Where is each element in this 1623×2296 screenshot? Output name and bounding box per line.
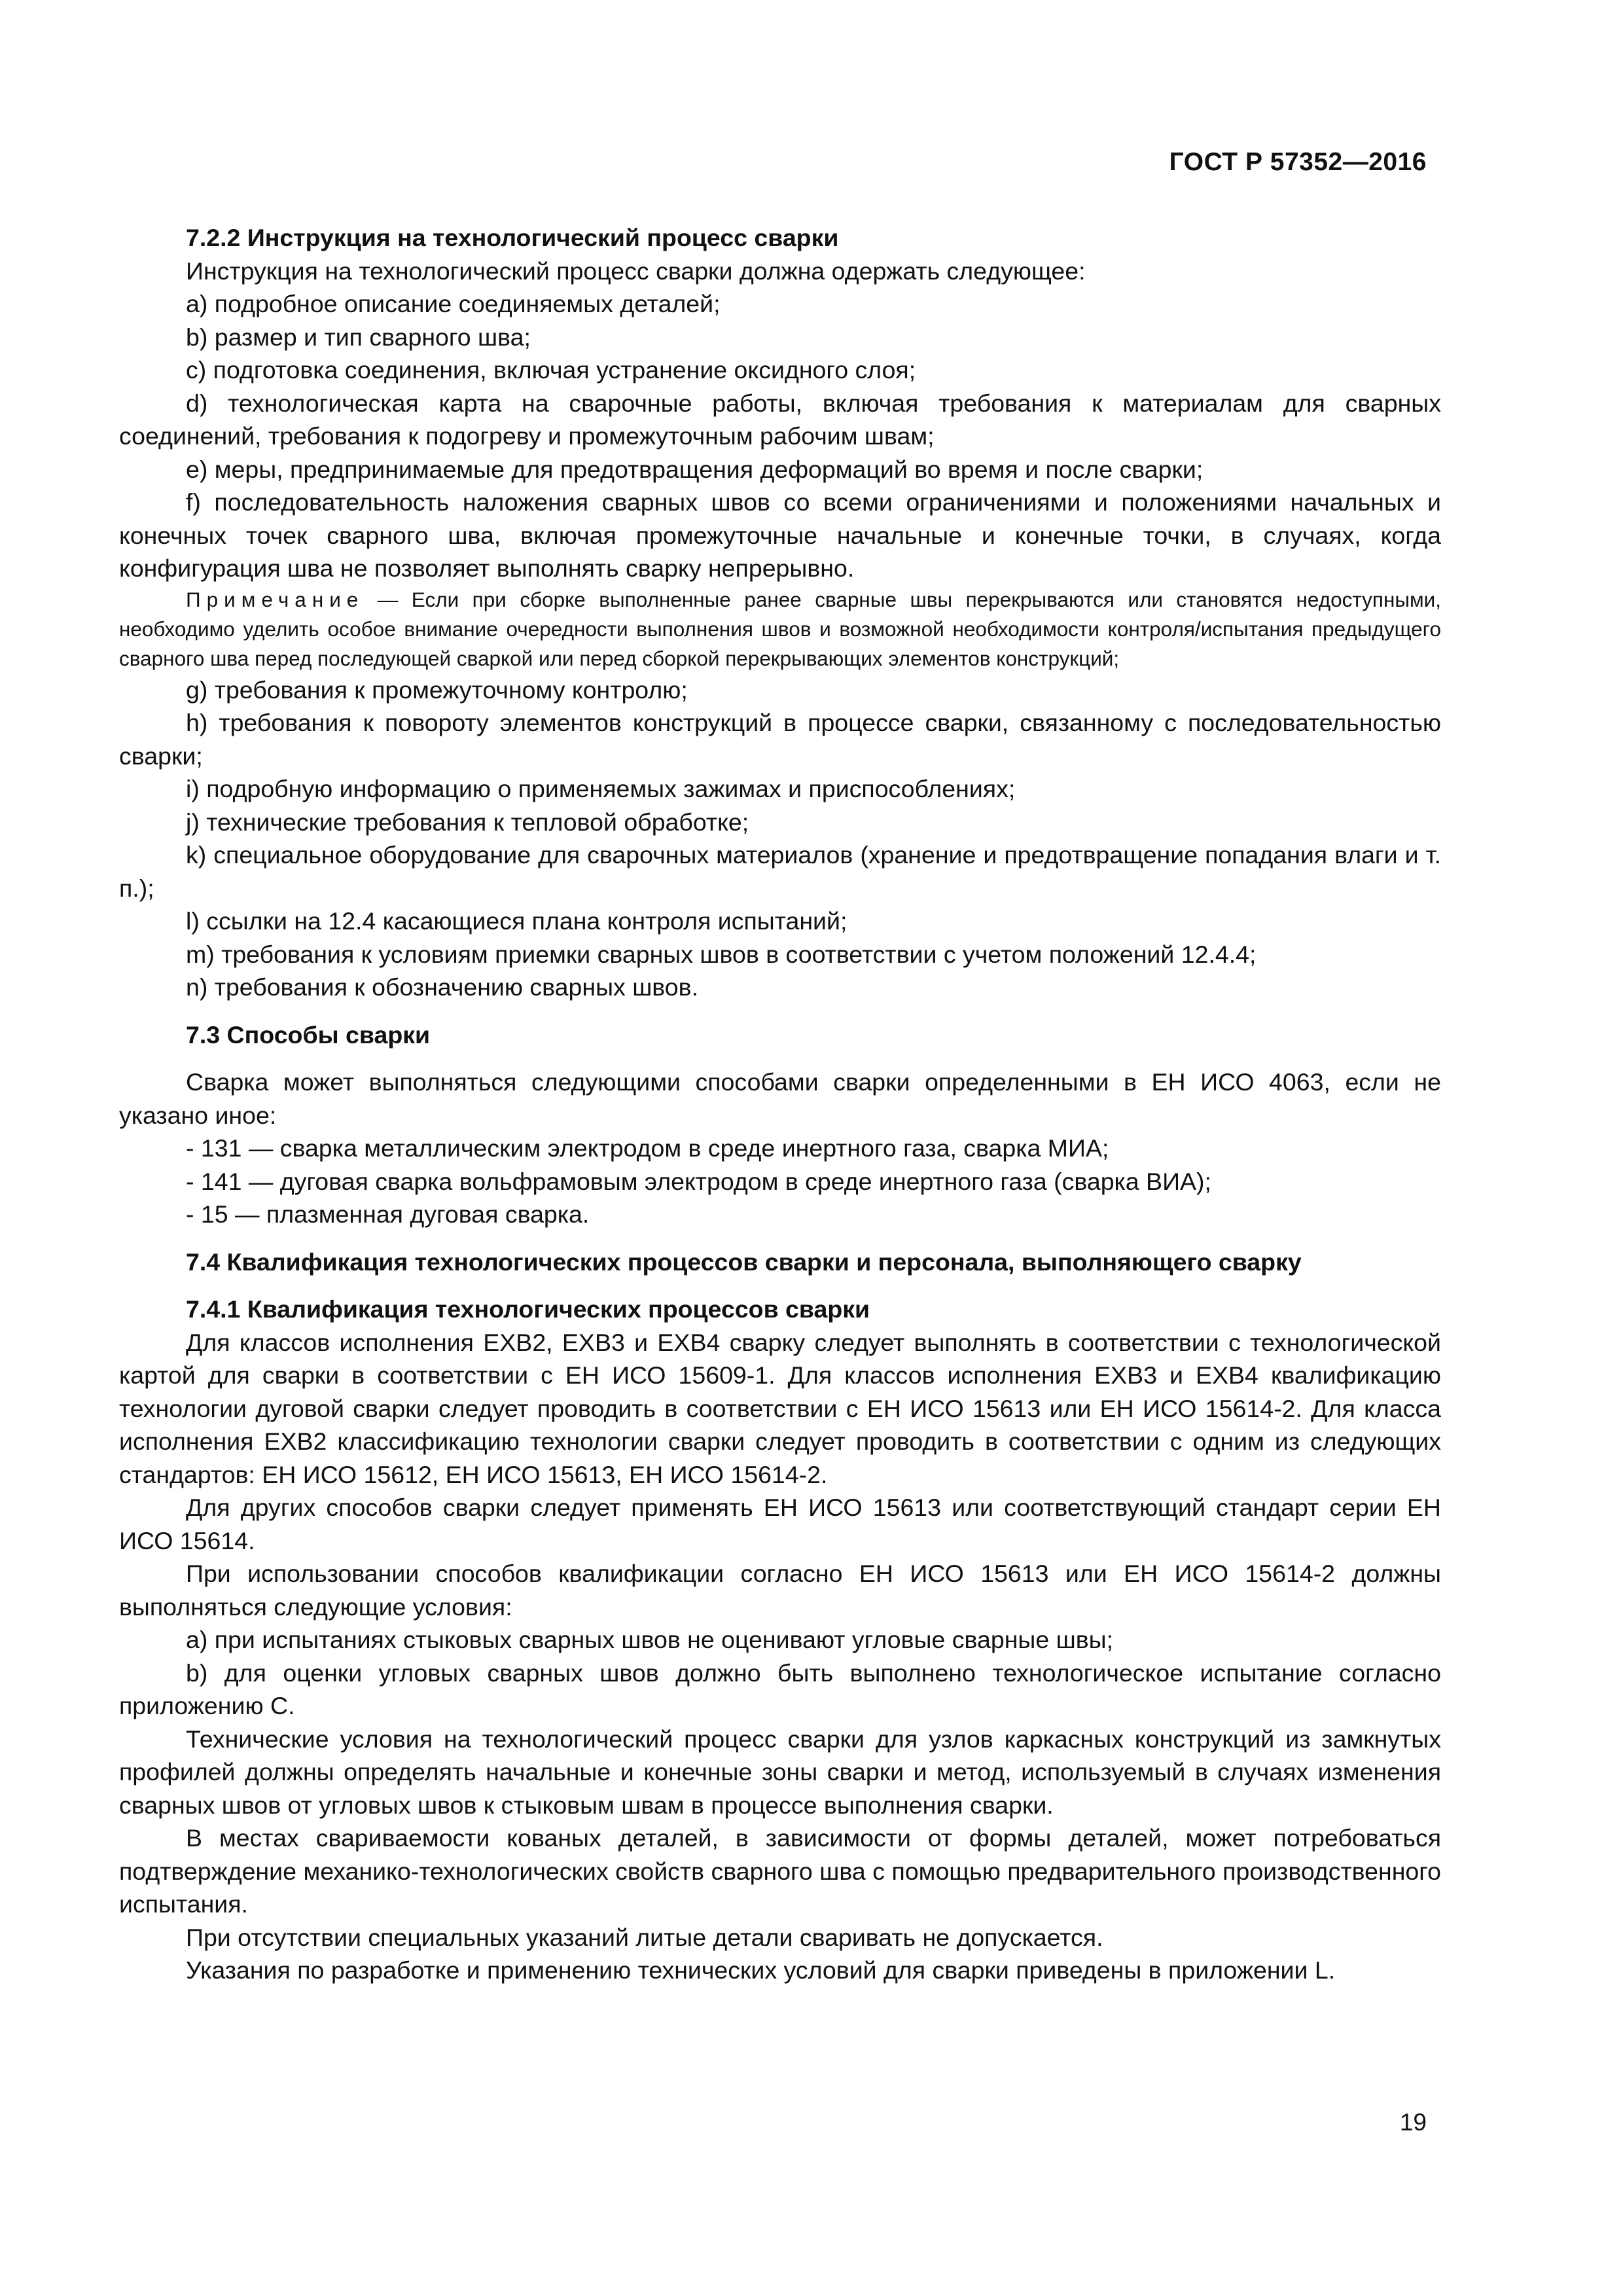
list-item-g: g) требования к промежуточному контролю; — [186, 675, 688, 704]
list-item-a: a) подробное описание соединяемых деталей; — [186, 290, 721, 317]
list-item-f: f) последовательность наложения сварных швов со всеми ограничениями и положениями начальных и конечных точек сварного шва, включая промежуточные начальные и конечные точки, в случаях, когда конфигурация шва не позволяет выполнять сварку непрерывно. — [119, 488, 1441, 582]
paragraph: Указания по разработке и применению технических условий для сварки приведены в приложении L. — [186, 1956, 1336, 1984]
paragraph: При использовании способов квалификации согласно ЕН ИСО 15613 или ЕН ИСО 15614-2 должны выполняться следующие условия: — [119, 1560, 1441, 1621]
list-item-h: h) требования к повороту элементов конструкций в процессе сварки, связанному с последовательностью сварки; — [119, 709, 1441, 770]
paragraph: Для классов исполнения EXB2, EXB3 и EXB4 сварку следует выполнять в соответствии с технологической картой для сварки в соответствии с ЕН ИСО 15609-1. Для классов исполнения EXB3 и EXB4 квалификацию технологии дуговой сварки следует проводить в соответствии с ЕН ИСО 15613 или ЕН ИСО 15614-2. Для класса исполнения EXB2 классификацию технологии сварки следует проводить в соответствии с одним из следующих стандартов: ЕН ИСО 15612, ЕН ИСО 15613, ЕН ИСО 15614-2. — [119, 1328, 1441, 1488]
page-number: 19 — [1399, 2109, 1427, 2136]
list-item-c: c) подготовка соединения, включая устранение оксидного слоя; — [186, 356, 916, 384]
section-7-4-title: 7.4 Квалификация технологических процессов сварки и персонала, выполняющего сварку — [186, 1247, 1302, 1276]
paragraph: Технические условия на технологический процесс сварки для узлов каркасных конструкций из замкнутых профилей должны определять начальные и конечные зоны сварки и метод, используемый в случаях изменения сварных швов от угловых швов к стыковым швам в процессе выполнения сварки. — [119, 1725, 1441, 1819]
section-7-2-2-intro: Инструкция на технологический процесс сварки должна одержать следующее: — [186, 257, 1086, 285]
note-label: Примечание — [186, 587, 365, 611]
list-item-l: l) ссылки на 12.4 касающиеся плана контроля испытаний; — [186, 907, 847, 935]
list-item-a: a) при испытаниях стыковых сварных швов не оценивают угловые сварные швы; — [186, 1626, 1114, 1653]
note-text: — Если при сборке выполненные ранее сварные швы перекрываются или становятся недоступными, необходимо уделить особое внимание очередности выполнения швов и возможной необходимости контроля/испытания предыдущего сварного шва перед последующей сваркой или перед сборкой перекрывающих элементов конструкций; — [119, 587, 1441, 670]
welding-method-15: - 15 — плазменная дуговая сварка. — [186, 1200, 590, 1228]
section-7-2-2-title: 7.2.2 Инструкция на технологический процесс сварки — [186, 224, 839, 251]
standard-code: ГОСТ Р 57352—2016 — [1169, 148, 1427, 176]
list-item-b: b) размер и тип сварного шва; — [186, 323, 531, 351]
section-7-3-title: 7.3 Способы сварки — [186, 1020, 431, 1049]
paragraph: При отсутствии специальных указаний литые детали сваривать не допускается. — [186, 1923, 1103, 1951]
list-item-k: k) специальное оборудование для сварочных материалов (хранение и предотвращение попадания влаги и т. п.); — [119, 841, 1441, 902]
paragraph: Для других способов сварки следует применять ЕН ИСО 15613 или соответствующий стандарт серии ЕН ИСО 15614. — [119, 1494, 1441, 1554]
list-item-i: i) подробную информацию о применяемых зажимах и приспособлениях; — [186, 775, 1016, 802]
section-7-4-1-title: 7.4.1 Квалификация технологических процессов сварки — [186, 1295, 870, 1323]
list-item-n: n) требования к обозначению сварных швов. — [186, 973, 698, 1001]
welding-method-131: - 131 — сварка металлическим электродом в среде инертного газа, сварка МИА; — [186, 1134, 1109, 1162]
note — [119, 585, 1441, 673]
list-item-j: j) технические требования к тепловой обработке; — [186, 808, 749, 836]
list-item-d: d) технологическая карта на сварочные работы, включая требования к материалам для сварных соединений, требования к подогреву и промежуточным рабочим швам; — [119, 389, 1441, 450]
list-item-b: b) для оценки угловых сварных швов должно быть выполнено технологическое испытание согласно приложению С. — [119, 1659, 1441, 1719]
welding-method-141: - 141 — дуговая сварка вольфрамовым электродом в среде инертного газа (сварка ВИА); — [186, 1167, 1211, 1195]
page-content — [119, 221, 1441, 1987]
list-item-m: m) требования к условиям приемки сварных швов в соответствии с учетом положений 12.4.4; — [186, 940, 1257, 968]
paragraph: В местах свариваемости кованых деталей, в зависимости от формы деталей, может потребоваться подтверждение механико-технологических свойств сварного шва с помощью предварительного производственного испытания. — [119, 1824, 1441, 1918]
section-7-3-intro: Сварка может выполняться следующими способами сварки определенными в ЕН ИСО 4063, если не указано иное: — [119, 1068, 1441, 1129]
list-item-e: e) меры, предпринимаемые для предотвращения деформаций во время и после сварки; — [186, 455, 1204, 483]
